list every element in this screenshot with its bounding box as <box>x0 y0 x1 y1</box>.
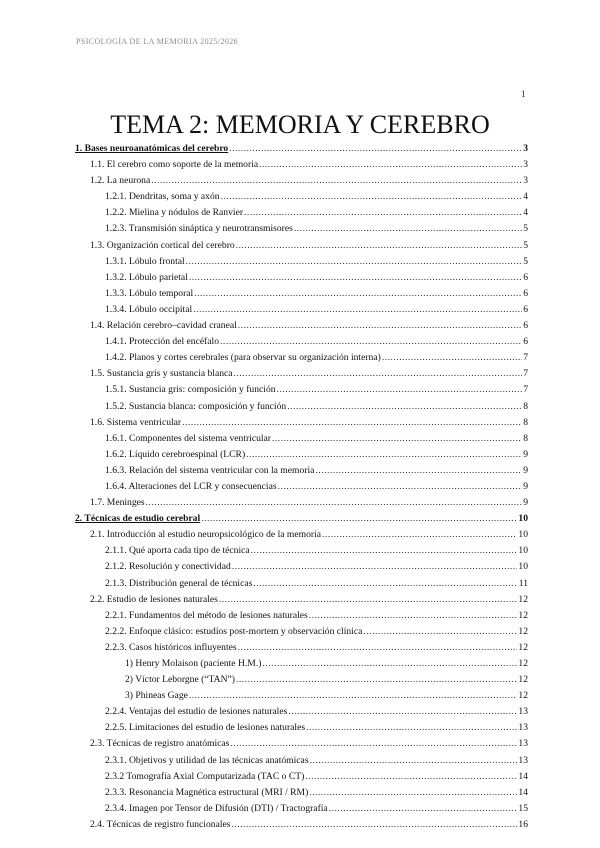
document-title: TEMA 2: MEMORIA Y CEREBRO <box>110 110 490 139</box>
toc-entry-title: 1.5.2. Sustancia blanca: composición y función <box>105 400 287 412</box>
toc-entry-page-number: 4 <box>523 191 528 203</box>
toc-entry-page-number: 14 <box>518 770 528 782</box>
toc-entry-title: 1.7. Meninges <box>90 497 145 509</box>
toc-entry[interactable] <box>75 431 528 447</box>
toc-entry-title: 1.6.2. Líquido cerebroespinal (LCR) <box>105 448 246 460</box>
toc-entry-page-number: 13 <box>518 754 528 766</box>
dot-leader <box>246 447 522 463</box>
toc-entry-title: 2.3.2 Tomografía Axial Computarizada (TAC o CT) <box>105 770 305 782</box>
dot-leader <box>232 559 518 575</box>
toc-entry-page-number: 5 <box>523 255 528 267</box>
toc-entry-title: 1.6.1. Componentes del sistema ventricular <box>105 432 271 444</box>
toc-entry-page-number: 12 <box>518 625 528 637</box>
toc-entry-page-number: 12 <box>518 674 528 686</box>
toc-entry-title: 1.4. Relación cerebro–cavidad craneal <box>90 320 237 332</box>
toc-entry-title: 2.2.1. Fundamentos del método de lesiones naturales <box>105 609 308 621</box>
table-of-contents <box>75 141 528 833</box>
toc-entry-title: 1.2.3. Transmisión sináptica y neurotransmisores <box>105 223 293 235</box>
toc-entry[interactable] <box>75 672 528 688</box>
dot-leader <box>244 205 522 221</box>
toc-entry-page-number: 12 <box>518 658 528 669</box>
toc-entry-page-number: 12 <box>518 609 528 621</box>
dot-leader <box>310 753 518 769</box>
toc-entry-page-number: 6 <box>523 336 528 348</box>
dot-leader <box>294 221 522 237</box>
dot-leader <box>262 656 517 672</box>
toc-entry[interactable] <box>75 479 528 495</box>
dot-leader <box>259 157 522 173</box>
dot-leader <box>230 736 517 752</box>
dot-leader <box>322 527 517 543</box>
running-header: PSICOLOGÍA DE LA MEMORIA 2025/2026 <box>76 37 239 46</box>
toc-entry-page-number: 9 <box>523 464 528 476</box>
toc-entry-page-number: 6 <box>523 303 528 315</box>
toc-entry[interactable] <box>75 141 528 157</box>
toc-entry[interactable] <box>75 576 528 592</box>
toc-entry[interactable] <box>75 334 528 350</box>
dot-leader <box>146 495 523 511</box>
dot-leader <box>193 302 522 318</box>
toc-entry-title: 2.2.3. Casos históricos influyentes <box>105 641 237 653</box>
toc-entry-title: 2.2.4. Ventajas del estudio de lesiones naturales <box>105 706 288 718</box>
dot-leader <box>238 640 518 656</box>
toc-entry-title: 2.4. Técnicas de registro funcionales <box>90 818 231 830</box>
toc-entry[interactable] <box>75 640 528 656</box>
dot-leader <box>309 785 517 801</box>
dot-leader <box>363 624 517 640</box>
toc-entry-title: 2.3.1. Objetivos y utilidad de las técnicas anatómicas <box>105 754 309 766</box>
dot-leader <box>305 769 517 785</box>
toc-entry[interactable] <box>75 366 528 382</box>
dot-leader <box>221 189 523 205</box>
dot-leader <box>251 543 518 559</box>
toc-entry[interactable] <box>75 286 528 302</box>
toc-entry-page-number: 15 <box>518 802 528 814</box>
toc-entry-title: 1.6.4. Alteraciones del LCR y consecuencias <box>105 480 277 492</box>
dot-leader <box>151 173 522 189</box>
dot-leader <box>278 479 523 495</box>
toc-entry-title: 1.6. Sistema ventricular <box>90 416 182 428</box>
toc-entry[interactable] <box>75 238 528 254</box>
toc-entry[interactable] <box>75 463 528 479</box>
toc-entry[interactable] <box>75 527 528 543</box>
toc-entry-page-number: 8 <box>523 416 528 428</box>
toc-entry[interactable] <box>75 302 528 318</box>
dot-leader <box>253 576 517 592</box>
toc-entry[interactable] <box>75 559 528 575</box>
toc-entry-title: 2.3.3. Resonancia Magnética estructural (MRI / RM) <box>105 786 309 798</box>
toc-entry-title: 1.2.1. Dendritas, soma y axón <box>105 191 220 203</box>
toc-entry-page-number: 16 <box>518 818 528 830</box>
dot-leader <box>382 350 522 366</box>
toc-entry[interactable] <box>75 447 528 463</box>
toc-entry[interactable] <box>75 221 528 237</box>
dot-leader <box>219 592 518 608</box>
dot-leader <box>229 141 522 157</box>
toc-entry[interactable] <box>75 785 528 801</box>
dot-leader <box>287 399 522 415</box>
toc-entry-title: 1.3.2. Lóbulo parietal <box>105 271 188 283</box>
toc-entry-page-number: 6 <box>523 271 528 283</box>
toc-entry[interactable] <box>75 495 528 511</box>
toc-entry[interactable] <box>75 399 528 415</box>
toc-entry-title: 1.4.2. Planos y cortes cerebrales (para observar su organización interna) <box>105 352 381 364</box>
toc-entry[interactable] <box>75 769 528 785</box>
toc-entry-page-number: 12 <box>518 641 528 653</box>
dot-leader <box>277 382 523 398</box>
toc-entry-page-number: 9 <box>523 448 528 460</box>
dot-leader <box>220 334 522 350</box>
toc-entry-title: 1.2.2. Mielina y nódulos de Ranvier <box>105 207 244 219</box>
toc-entry-page-number: 8 <box>523 400 528 412</box>
toc-entry-page-number: 3 <box>523 175 528 187</box>
toc-entry-page-number: 8 <box>523 432 528 444</box>
toc-entry-title: 1.3.4. Lóbulo occipital <box>105 303 193 315</box>
toc-entry-title: 2.1.2. Resolución y conectividad <box>105 561 231 573</box>
toc-entry-title: 1.1. El cerebro como soporte de la memoria <box>90 159 259 171</box>
toc-entry-page-number: 10 <box>518 529 528 541</box>
toc-entry-title: 1.5.1. Sustancia gris: composición y función <box>105 384 276 396</box>
dot-leader <box>236 238 522 254</box>
toc-entry-page-number: 10 <box>518 545 528 557</box>
toc-entry[interactable] <box>75 382 528 398</box>
toc-entry[interactable] <box>75 254 528 270</box>
toc-entry-title: 2.2.5. Limitaciones del estudio de lesiones naturales <box>105 722 306 734</box>
dot-leader <box>182 415 522 431</box>
toc-entry[interactable] <box>75 173 528 189</box>
dot-leader <box>189 270 522 286</box>
toc-entry[interactable] <box>75 350 528 366</box>
dot-leader <box>238 318 522 334</box>
toc-entry-title: 2. Técnicas de estudio cerebral <box>75 513 201 525</box>
toc-entry-page-number: 13 <box>518 738 528 750</box>
toc-entry[interactable] <box>75 624 528 640</box>
dot-leader <box>288 704 517 720</box>
toc-entry[interactable] <box>75 608 528 624</box>
toc-entry-page-number: 6 <box>523 287 528 299</box>
toc-entry[interactable] <box>75 753 528 769</box>
toc-entry[interactable] <box>75 720 528 736</box>
toc-entry-page-number: 5 <box>523 239 528 251</box>
toc-entry[interactable] <box>75 543 528 559</box>
toc-entry[interactable] <box>75 511 528 527</box>
toc-entry-title: 1.5. Sustancia gris y sustancia blanca <box>90 368 233 380</box>
toc-entry-page-number: 4 <box>523 207 528 219</box>
toc-entry-title: 1. Bases neuroanatómicas del cerebro <box>75 143 229 154</box>
toc-entry-title: 2.2.2. Enfoque clásico: estudios post-mortem y observación clínica <box>105 625 363 637</box>
dot-leader <box>309 608 518 624</box>
page-number: 1 <box>521 89 526 99</box>
toc-entry[interactable] <box>75 736 528 752</box>
toc-entry-page-number: 7 <box>523 384 528 396</box>
toc-entry-page-number: 6 <box>523 320 528 332</box>
toc-entry-page-number: 3 <box>523 159 528 171</box>
toc-entry-title: 1.2. La neurona <box>90 175 151 187</box>
dot-leader <box>236 672 517 688</box>
toc-entry-title: 2.1. Introducción al estudio neuropsicológico de la memoria <box>90 529 321 541</box>
toc-entry-title: 1.3. Organización cortical del cerebro <box>90 239 235 251</box>
toc-entry[interactable] <box>75 415 528 431</box>
dot-leader <box>272 431 522 447</box>
toc-entry[interactable] <box>75 656 528 672</box>
dot-leader <box>329 801 518 817</box>
dot-leader <box>201 511 517 527</box>
toc-entry-page-number: 13 <box>518 706 528 718</box>
toc-entry[interactable] <box>75 157 528 173</box>
toc-entry-title: 2) Víctor Leborgne (“TAN”) <box>125 674 235 686</box>
toc-entry[interactable] <box>75 318 528 334</box>
toc-entry[interactable] <box>75 189 528 205</box>
dot-leader <box>234 366 523 382</box>
toc-entry-page-number: 3 <box>523 143 528 154</box>
toc-entry-page-number: 7 <box>523 352 528 364</box>
toc-entry-title: 1.4.1. Protección del encéfalo <box>105 336 220 348</box>
toc-entry-title: 2.3. Técnicas de registro anatómicas <box>90 738 230 750</box>
toc-entry-title: 3) Phineas Gage <box>125 690 188 702</box>
toc-entry-page-number: 9 <box>523 480 528 492</box>
toc-entry[interactable] <box>75 205 528 221</box>
toc-entry-page-number: 12 <box>518 690 528 702</box>
dot-leader <box>231 817 517 833</box>
toc-entry-title: 1.3.3. Lóbulo temporal <box>105 287 194 299</box>
dot-leader <box>194 286 522 302</box>
toc-entry[interactable] <box>75 801 528 817</box>
toc-entry-title: 1.6.3. Relación del sistema ventricular con la memoria <box>105 464 315 476</box>
toc-entry[interactable] <box>75 817 528 833</box>
dot-leader <box>306 720 517 736</box>
toc-entry-page-number: 7 <box>523 368 528 380</box>
toc-entry[interactable] <box>75 688 528 704</box>
toc-entry[interactable] <box>75 704 528 720</box>
toc-entry-page-number: 12 <box>518 593 528 605</box>
dot-leader <box>315 463 522 479</box>
toc-entry-page-number: 13 <box>518 722 528 734</box>
toc-entry-title: 2.1.1. Qué aporta cada tipo de técnica <box>105 545 250 557</box>
toc-entry-page-number: 5 <box>523 223 528 235</box>
dot-leader <box>186 254 523 270</box>
toc-entry-title: 2.1.3. Distribución general de técnicas <box>105 577 253 589</box>
toc-entry-title: 2.3.4. Imagen por Tensor de Difusión (DTI) / Tractografía <box>105 802 328 814</box>
toc-entry-page-number: 9 <box>523 497 528 509</box>
toc-entry-title: 1) Henry Molaison (paciente H.M.) <box>125 658 262 669</box>
toc-entry[interactable] <box>75 592 528 608</box>
dot-leader <box>189 688 518 704</box>
toc-entry-page-number: 10 <box>518 513 528 525</box>
toc-entry-page-number: 14 <box>518 786 528 798</box>
toc-entry-title: 1.3.1. Lóbulo frontal <box>105 255 185 267</box>
toc-entry[interactable] <box>75 270 528 286</box>
toc-entry-page-number: 10 <box>518 561 528 573</box>
toc-entry-title: 2.2. Estudio de lesiones naturales <box>90 593 218 605</box>
toc-entry-page-number: 11 <box>518 577 528 589</box>
